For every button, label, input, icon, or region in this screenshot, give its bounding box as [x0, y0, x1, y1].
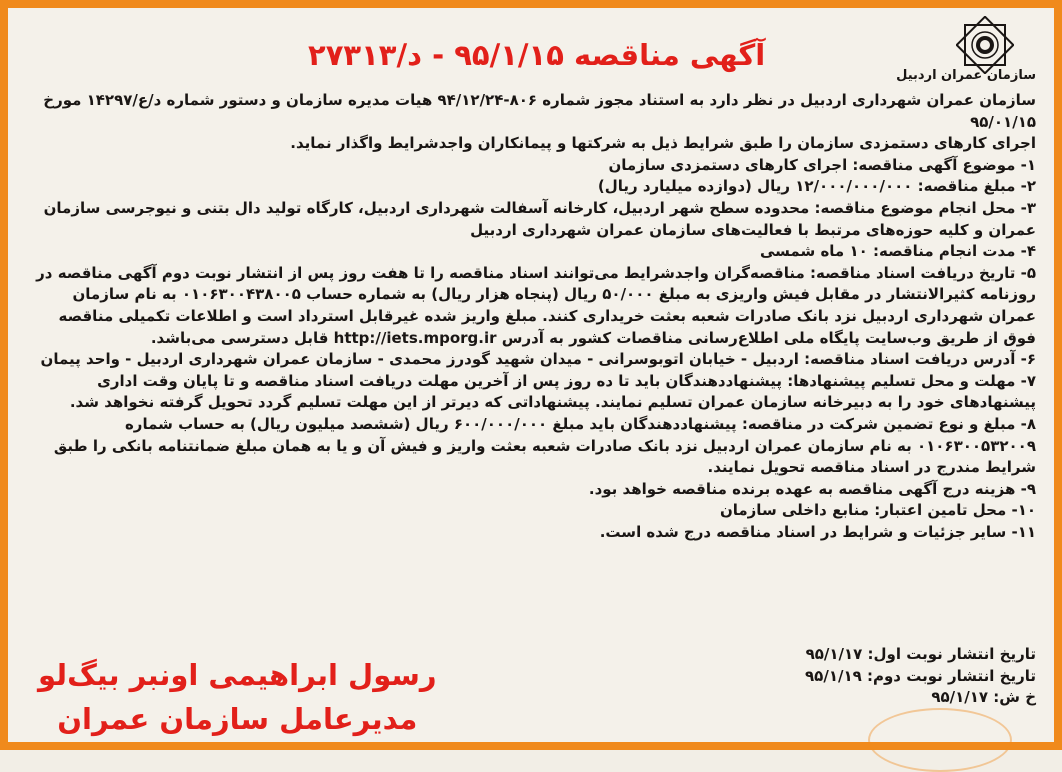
item-location: ۳- محل انجام موضوع مناقصه: محدوده سطح شهر اردبیل، کارخانه آسفالت شهرداری اردبیل، کارگاه تولید دال بتنی و نیوجرسی سازمان عمران و کلیه حوزه‌های مرتبط با فعالیت‌های سازمان عمران شهرداری اردبیل [43, 198, 1036, 239]
reference-code: خ ش: ۹۵/۱/۱۷ [931, 688, 1036, 706]
item-guarantee: ۸- مبلغ و نوع تضمین شرکت در مناقصه: پیشنهاددهندگان باید مبلغ ۶۰۰/۰۰۰/۰۰۰ ریال (ششصد میلیون ریال) به حساب شماره ۰۱۰۶۳۰۰۵۳۲۰۰۹ به نام سازمان عمران اردبیل نزد بانک صادرات شعبه بعثت واریز و فیش آن و یا به همان مبلغ ضمانتنامه بانکی را طبق شرایط مندرج در اسناد مناقصه تحویل نمایند. [53, 414, 1036, 477]
notice-body [30, 90, 1036, 543]
signature-block [38, 653, 437, 741]
signatory-name: رسول ابراهیمی اونبر بیگ‌لو [38, 658, 437, 692]
intro-line: سازمان عمران شهرداری اردبیل در نظر دارد به استناد مجوز شماره ۸۰۶-۹۴/۱۲/۲۴ هیات مدیره سازمان و دستور شماره د/ع/۱۴۲۹۷ مورخ ۹۵/۰۱/۱۵ [43, 91, 1036, 131]
first-publication-date: تاریخ انتشار نوبت اول: ۹۵/۱/۱۷ [805, 645, 1036, 663]
stamp-mark [868, 708, 1012, 772]
intro-line: اجرای کارهای دستمزدی سازمان را طبق شرایط ذیل به شرکتها و پیمانکاران واجدشرایط واگذار نماید. [290, 134, 1036, 153]
item-address: ۶- آدرس دریافت اسناد مناقصه: اردبیل - خیابان اتوبوسرانی - میدان شهید گودرز محمدی - سازمان عمران شهرداری اردبیل - واحد پیمان [40, 350, 1036, 369]
item-amount: ۲- مبلغ مناقصه: ۱۲/۰۰۰/۰۰۰/۰۰۰ ریال (دوازده میلیارد ریال) [597, 177, 1036, 196]
item-funding: ۱۰- محل تامین اعتبار: منابع داخلی سازمان [719, 501, 1036, 520]
item-document-date: ۵- تاریخ دریافت اسناد مناقصه: مناقصه‌گران واجدشرایط می‌توانند اسناد مناقصه را تا هفت روز پس از انتشار نوبت دوم آگهی مناقصه در روزنامه کثیرالانتشار در مقابل فیش واریزی به مبلغ ۵۰/۰۰۰ ریال (پنجاه هزار ریال) به شماره حساب ۰۱۰۶۳۰۰۴۳۸۰۰۵ به نام سازمان عمران شهرداری اردبیل نزد بانک صادرات شعبه بعثت خریداری کنند. مبلغ واریز شده غیرقابل استرداد است و اطلاعات تکمیلی مناقصه فوق از طریق وب‌سایت پایگاه ملی اطلاع‌رسانی مناقصات کشور به آدرس http://iets.mporg.ir قابل دسترسی می‌باشد. [36, 263, 1036, 347]
second-publication-date: تاریخ انتشار نوبت دوم: ۹۵/۱/۱۹ [805, 666, 1036, 685]
item-cost: ۹- هزینه درج آگهی مناقصه به عهده برنده مناقصه خواهد بود. [588, 479, 1036, 498]
signatory-role: مدیرعامل سازمان عمران [57, 702, 418, 736]
publication-dates [805, 644, 1036, 709]
item-deadline: ۷- مهلت و محل تسلیم پیشنهادها: پیشنهاددهندگان باید تا ده روز پس از آخرین مهلت دریافت اسناد مناقصه و تا پایان وقت اداری پیشنهادهای خود را به دبیرخانه سازمان عمران تسلیم نمایند. پیشنهاداتی که دیرتر از این مهلت تسلیم گردد تحویل گرفته نخواهد شد. [69, 371, 1036, 412]
notice-title: آگهی مناقصه ۹۵/۱/۱۵ - د/۲۷۳۱۳ [308, 38, 766, 72]
item-duration: ۴- مدت انجام مناقصه: ۱۰ ماه شمسی [759, 242, 1036, 261]
municipality-seal-icon [956, 16, 1014, 74]
header [8, 8, 1054, 83]
item-subject: ۱- موضوع آگهی مناقصه: اجرای کارهای دستمزدی سازمان [608, 155, 1036, 174]
organization-name: سازمان عمران اردبیل [896, 68, 1036, 83]
item-other: ۱۱- سایر جزئیات و شرایط در اسناد مناقصه درج شده است. [599, 522, 1036, 541]
